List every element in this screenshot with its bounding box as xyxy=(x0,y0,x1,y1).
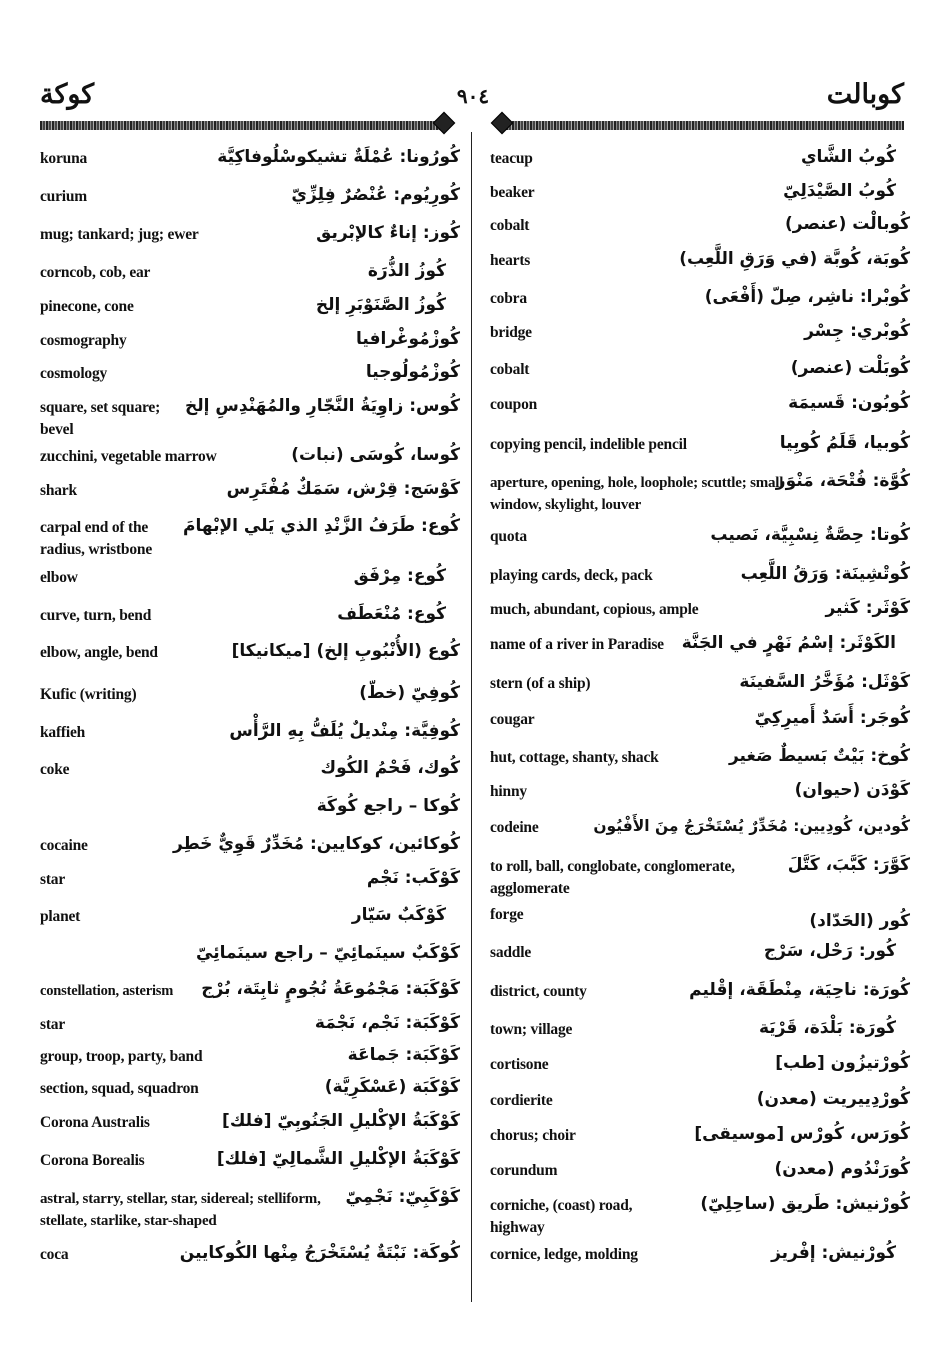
entry-arabic: كَوْكَبَة: مَجْمُوعَةُ نُجُومٍ ثابِتَة، بُرْج xyxy=(201,979,460,999)
entry-arabic: كُوبُون: قَسيمَة xyxy=(788,393,910,413)
entry-arabic: كُوبيا، قَلَمُ كُوبِيا xyxy=(779,433,910,453)
entry-english: zucchini, vegetable marrow xyxy=(40,448,217,465)
entry-arabic: كُوزُ الصَّنَوْبَرِ إلخ xyxy=(315,295,446,315)
entry-arabic: كُوبَلْت (عنصر) xyxy=(790,358,910,378)
header-rule-right xyxy=(500,121,904,130)
entry-english: planet xyxy=(40,908,81,925)
entry-arabic: كُودين، كُودِيين: مُخَدِّرٌ يُسْتَخْرَجُ مِنَ الأَفْيُون xyxy=(593,817,910,835)
entry-arabic: كَوْكَبِيّ: نَجْمِيّ xyxy=(345,1187,460,1207)
entry-english: cortisone xyxy=(490,1056,549,1073)
entry-english: coke xyxy=(40,761,70,778)
entry-arabic: كَوْكَبٌ سَيّار xyxy=(351,905,446,925)
entry-arabic: كُوس: زاوِيَةُ النَّجّارِ والمُهَنْدِسِ إلخ xyxy=(185,396,460,416)
entry-english: hinny xyxy=(490,783,527,800)
entry-arabic: كُورَس، كُورْس [موسيقى] xyxy=(694,1124,910,1144)
entry-arabic: كُورْدِييريت (معدن) xyxy=(756,1089,910,1109)
entry-english: chorus; choir xyxy=(490,1127,576,1144)
entry-arabic: كُورَة: بَلْدَة، قَرْيَة xyxy=(758,1018,896,1038)
entry-english: cosmography xyxy=(40,332,127,349)
entry-arabic: كَوْثَل: مُؤَخَّرُ السَّفينَة xyxy=(739,672,910,692)
entry-english: to roll, ball, conglobate, conglomerate, agglomerate xyxy=(490,858,735,897)
entry-english: pinecone, cone xyxy=(40,298,134,315)
entry-english: mug; tankard; jug; ewer xyxy=(40,226,199,243)
entry-arabic: كَوْكَبٌ سينَمائِيّ – راجع سينَمائِيّ xyxy=(196,943,460,963)
entry-arabic: كَوْكَبَةُ الإكْليلِ الجَنُوبِيّ [فلك] xyxy=(222,1111,460,1131)
header-word-left: كوكة xyxy=(40,79,95,110)
entry-arabic: كُور (الحَدّاد) xyxy=(809,911,910,931)
entry-english: much, abundant, copious, ample xyxy=(490,601,699,618)
entry-english: playing cards, deck, pack xyxy=(490,567,653,584)
entry-english: group, troop, party, band xyxy=(40,1048,203,1065)
entry-english: section, squad, squadron xyxy=(40,1080,199,1097)
entry-arabic: كُوتْشِينَة: وَرَقُ اللَّعِب xyxy=(740,564,910,584)
rule-diamond-left xyxy=(433,112,456,135)
entry-arabic: كَوْسَج: قِرْش، سَمَكٌ مُفْتَرِس xyxy=(226,479,460,499)
entry-english: astral, starry, stellar, star, sidereal; stelliform, stellate, starlike, star-shaped xyxy=(40,1191,321,1229)
entry-arabic: كَوَّرَ: كَبَّبَ، كَتَّلَ xyxy=(787,855,910,875)
entry-arabic: كُورُونا: عُمْلَةٌ تشيكوسْلُوفاكِيَّة xyxy=(217,147,460,167)
entry-arabic: كُوزْمُولُوجيا xyxy=(365,362,460,382)
entry-english: cobalt xyxy=(490,217,530,234)
entry-english: bridge xyxy=(490,324,532,341)
entry-english: koruna xyxy=(40,150,88,167)
entry-arabic: كَوْكَب: نَجْم xyxy=(366,868,460,888)
entry-english: copying pencil, indelible pencil xyxy=(490,436,687,453)
entry-arabic: كُورَة: ناحِيَة، مِنْطَقَة، إقْليم xyxy=(689,980,910,1000)
entry-english: shark xyxy=(40,482,77,499)
entry-arabic: الكَوْثَر: إسْمُ نَهْرٍ في الجَنَّة xyxy=(681,633,896,653)
entry-arabic: كُوع: مِرْفَق xyxy=(353,566,446,586)
entry-arabic: كُوسا، كُوسَى (نبات) xyxy=(291,445,460,465)
entry-english: Kufic (writing) xyxy=(40,686,137,703)
entry-arabic: كُوك، فَحْمُ الكُوك xyxy=(320,758,460,778)
rule-diamond-right xyxy=(491,112,514,135)
entry-arabic: كَوْكَبَة (عَسْكَرِيَّة) xyxy=(324,1077,460,1097)
entry-english: saddle xyxy=(490,944,532,961)
entry-arabic: كُوجَر: أَسَدٌ أَميرِكِيّ xyxy=(754,708,910,728)
entry-arabic: كَوْثَر: كَثير xyxy=(825,598,910,618)
entry-english: cobra xyxy=(490,290,527,307)
entry-arabic: كُوع (الأُنْبُوبِ إلخ) [ميكانيكا] xyxy=(231,641,460,661)
entry-english: curium xyxy=(40,188,88,205)
entry-english: cosmology xyxy=(40,365,108,382)
column-divider xyxy=(471,132,472,1302)
entry-english: cougar xyxy=(490,711,535,728)
entry-english: forge xyxy=(490,906,524,923)
entry-arabic: كُوَّة: فُتْحَة، مَنْوَر xyxy=(775,471,910,491)
entry-arabic: كُوبْري: جِسْر xyxy=(804,321,910,341)
entry-english: quota xyxy=(490,528,527,545)
entry-arabic: كُوزْمُوغْرافيا xyxy=(356,329,460,349)
entry-english: teacup xyxy=(490,150,533,167)
entry-english: cobalt xyxy=(490,361,530,378)
header-word-right: كوبالت xyxy=(826,79,904,110)
entry-english: coca xyxy=(40,1246,69,1263)
entry-english: star xyxy=(40,871,66,888)
entry-english: curve, turn, bend xyxy=(40,607,152,624)
entry-english: coupon xyxy=(490,396,538,413)
entry-arabic: كُوبَة، كُوبَّة (في وَرَقِ اللَّعِب) xyxy=(679,249,910,269)
entry-english: stern (of a ship) xyxy=(490,675,591,692)
entry-english: district, county xyxy=(490,983,587,1000)
entry-english: cocaine xyxy=(40,837,88,854)
entry-english: hut, cottage, shanty, shack xyxy=(490,749,659,766)
entry-english: aperture, opening, hole, loophole; scuttle; small window, skylight, louver xyxy=(490,475,784,513)
entry-arabic: كُوبُ الصَّيْدَلِيّ xyxy=(783,181,896,201)
entry-english: Corona Australis xyxy=(40,1114,150,1131)
entry-arabic: كَوْكَبَة: نَجْم، نَجْمَة xyxy=(314,1013,460,1033)
entry-arabic: كُوخ: بَيْتٌ بَسيطٌ صَغير xyxy=(728,746,910,766)
entry-english: town; village xyxy=(490,1021,573,1038)
entry-english: hearts xyxy=(490,252,531,269)
entry-english: Corona Borealis xyxy=(40,1152,145,1169)
entry-arabic: كُوبْرا: ناشِر، صِلّ (أَفْعَى) xyxy=(704,287,910,307)
entry-arabic: كَوْدَن (حيوان) xyxy=(794,780,910,800)
entry-english: codeine xyxy=(490,819,539,836)
entry-arabic: كُورِيُوم: عُنْصُرٌ فِلِزِّيّ xyxy=(291,185,460,205)
entry-arabic: كُوفِيَّة: مِنْديلٌ يُلَفُّ بِهِ الرَّأْس xyxy=(229,721,460,741)
right-column xyxy=(490,138,910,1288)
entry-english: elbow, angle, bend xyxy=(40,644,158,661)
entry-arabic: كُور: رَحْل، سَرْج xyxy=(763,941,896,961)
entry-arabic: كُوفِيّ (خطّ) xyxy=(359,683,460,703)
entry-arabic: كُورْتيزُون [طب] xyxy=(775,1053,910,1073)
entry-arabic: كُورَنْدُوم (معدن) xyxy=(774,1159,910,1179)
entry-english: square, set square; bevel xyxy=(40,399,161,438)
entry-english: beaker xyxy=(490,184,535,201)
entry-english: corniche, (coast) road, highway xyxy=(490,1197,633,1236)
entry-english: kaffieh xyxy=(40,724,86,741)
entry-english: constellation, asterism xyxy=(40,983,174,999)
entry-arabic: كُوكَة: نَبْتَةٌ يُسْتَخْرَجُ مِنْها الكُوكايين xyxy=(179,1243,460,1263)
entry-arabic: كُوز: إناءٌ كالإبْريق xyxy=(316,223,460,243)
entry-english: carpal end of the radius, wristbone xyxy=(40,519,153,558)
entry-english: elbow xyxy=(40,569,78,586)
page-number: ٩٠٤ xyxy=(456,84,490,108)
header-rule-left xyxy=(40,121,444,130)
entry-english: star xyxy=(40,1016,66,1033)
entry-english: corncob, cob, ear xyxy=(40,264,151,281)
entry-english: corundum xyxy=(490,1162,558,1179)
entry-arabic: كَوْكَبَة: جَماعَة xyxy=(347,1045,460,1065)
entry-arabic: كُورْنيش: طَريق (ساحِلِيّ) xyxy=(700,1194,910,1214)
entry-arabic: كُوكائين، كوكايين: مُخَدِّرٌ قَوِيٌّ خَطِر xyxy=(173,834,460,854)
entry-arabic: كُوتا: حِصَّةٌ نِسْبِيَّة، نَصيب xyxy=(710,525,910,545)
entry-english: cornice, ledge, molding xyxy=(490,1246,638,1263)
entry-english: cordierite xyxy=(490,1092,553,1109)
entry-arabic: كُوكا – راجع كُوكَة xyxy=(316,796,460,816)
entry-arabic: كَوْكَبَةُ الإكْليلِ الشَّمالِيّ [فلك] xyxy=(216,1149,460,1169)
entry-arabic: كُوع: مُنْعَطَف xyxy=(337,604,446,624)
entry-english: name of a river in Paradise xyxy=(490,636,664,653)
entry-arabic: كُورْنيش: إفْريز xyxy=(771,1243,896,1263)
entry-arabic: كُوبالْت (عنصر) xyxy=(784,214,910,234)
entry-arabic: كُوع: طَرَفُ الزَّنْدِ الذي يَلي الإبْهامَ xyxy=(183,516,460,536)
left-column xyxy=(40,138,460,1288)
entry-arabic: كُوبُ الشَّاي xyxy=(800,147,896,167)
entry-arabic: كُوزُ الذُّرَة xyxy=(367,261,446,281)
